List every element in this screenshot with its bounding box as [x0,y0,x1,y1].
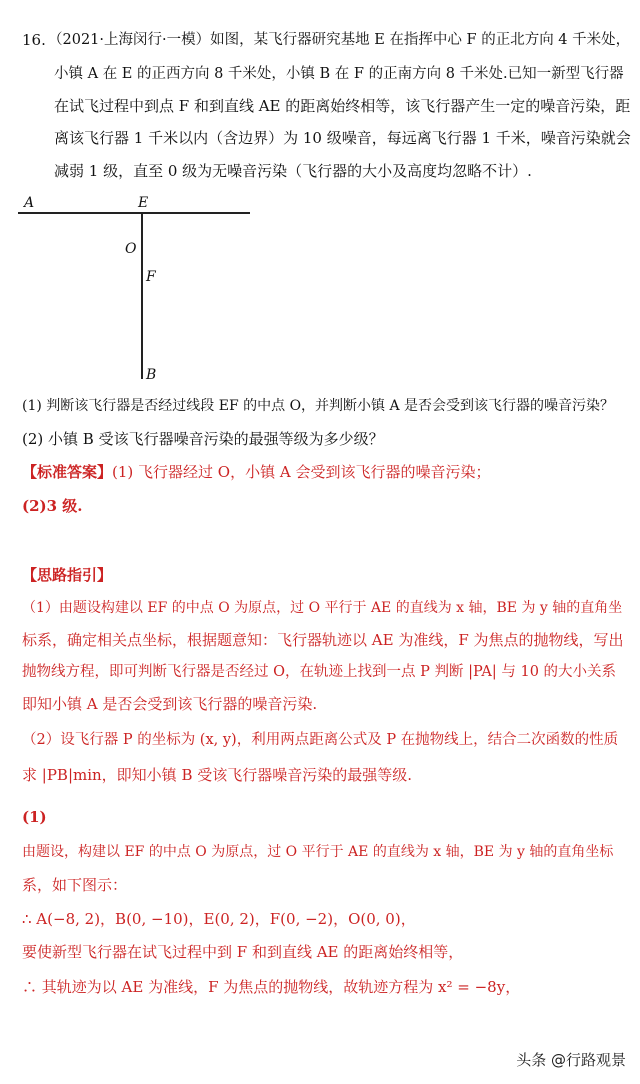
question-line-2: 小镇 A 在 E 的正西方向 8 千米处，小镇 B 在 F 的正南方向 8 千米处.已知一新型飞行器 [54,66,624,82]
solution-part: (1) [22,808,47,826]
hint-p2-line-2: 求 |PB|min，即知小镇 B 受该飞行器噪音污染的最强等级. [22,766,413,784]
sub-question-1: (1) 判断该飞行器是否经过线段 EF 的中点 O，并判断小镇 A 是否会受到该飞行器的噪音污染？ [22,398,615,414]
solution-line-1: 由题设，构建以 EF 的中点 O 为原点，过 O 平行于 AE 的直线为 x 轴，BE 为 y 轴的直角坐标 [22,844,614,860]
hint-p1-line-2: 标系，确定相关点坐标，根据题意知：飞行器轨迹以 AE 为准线，F 为焦点的抛物线，写出 [22,631,624,649]
question-line-1: （2021·上海闵行·一模）如图，某飞行器研究基地 E 在指挥中心 F 的正北方向 4 千米处， [48,32,631,48]
watermark: 头条 @行路观景 [516,1051,626,1069]
line-eb [141,213,143,379]
geometry-figure [0,190,260,390]
solution-line-5: ∴ 其轨迹为以 AE 为准线，F 为焦点的抛物线，故轨迹方程为 x² = −8y， [22,978,521,996]
question-line-4: 离该飞行器 1 千米以内（含边界）为 10 级噪音，每远离飞行器 1 千米，噪音污染就会 [54,129,631,147]
label-b: B [146,367,157,383]
solution-line-3: ∴ A(−8, 2)，B(0, −10)，E(0, 2)，F(0, −2)，O(0, 0)， [22,910,416,928]
question-number: 16. [22,31,46,49]
question-line-5: 减弱 1 级，直至 0 级为无噪音污染（飞行器的大小及高度均忽略不计）. [54,162,532,180]
label-f: F [146,269,156,285]
hint-heading: 【思路指引】 [22,566,113,584]
hint-p1-line-4: 即知小镇 A 是否会受到该飞行器的噪音污染. [22,695,318,713]
sub-question-2: (2) 小镇 B 受该飞行器噪音污染的最强等级为多少级？ [22,430,384,448]
answer-block [22,463,490,481]
solution-line-4: 要使新型飞行器在试飞过程中到 F 和到直线 AE 的距离始终相等， [22,943,464,961]
label-e: E [138,195,149,211]
hint-p1-line-1: （1）由题设构建以 EF 的中点 O 为原点，过 O 平行于 AE 的直线为 x 轴，BE 为 y 轴的直角坐 [22,600,623,616]
question-line-3: 在试飞过程中到点 F 和到直线 AE 的距离始终相等，该飞行器产生一定的噪音污染，距 [54,97,631,115]
answer-line-2: (2)3 级. [22,497,83,515]
label-o: O [125,241,137,257]
label-a: A [24,195,35,211]
answer-line-1: (1) 飞行器经过 O，小镇 A 会受到该飞行器的噪音污染； [112,463,491,481]
hint-p2-line-1: （2）设飞行器 P 的坐标为 (x, y)，利用两点距离公式及 P 在抛物线上，结合二次函数的性质 [22,732,619,748]
hint-p1-line-3: 抛物线方程，即可判断飞行器是否经过 O，在轨迹上找到一点 P 判断 |PA| 与 10 的大小关系 [22,664,617,680]
solution-line-2: 系，如下图示： [22,876,128,894]
answer-heading: 【标准答案】 [22,463,113,481]
line-ae [18,212,250,214]
